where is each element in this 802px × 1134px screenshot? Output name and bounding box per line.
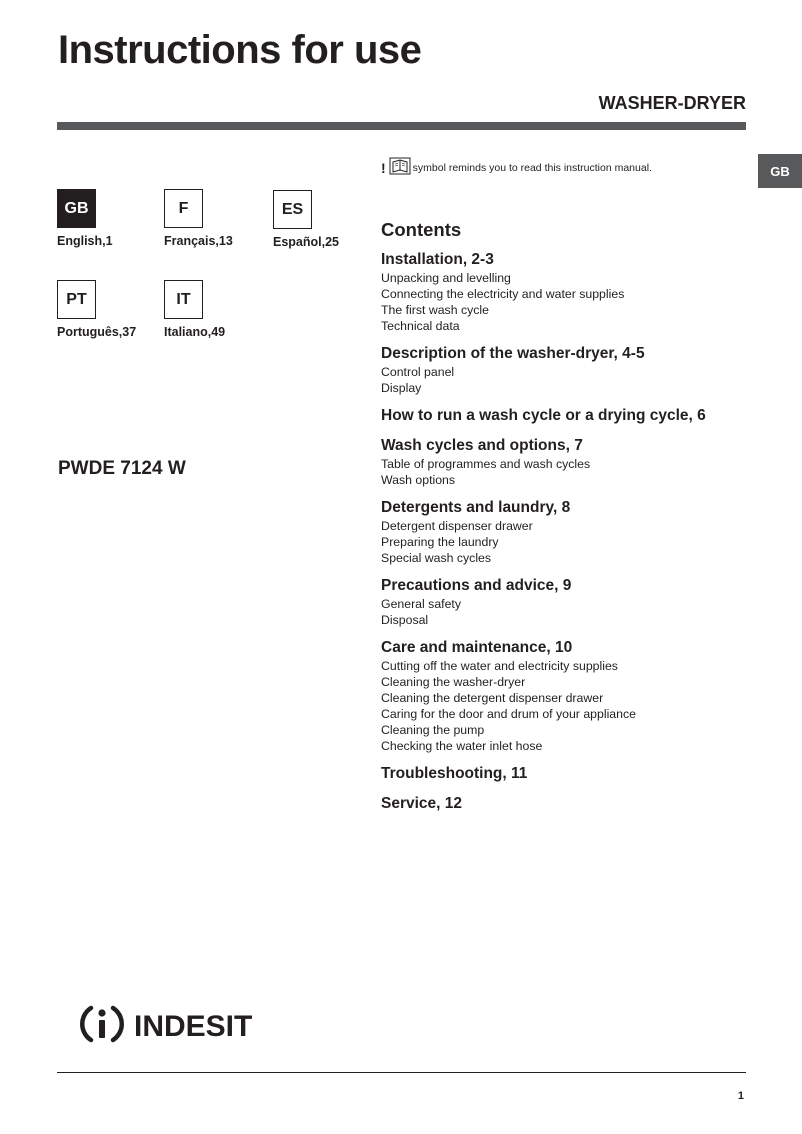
indesit-logo-icon <box>78 1000 126 1053</box>
manual-note <box>381 157 652 178</box>
manual-book-icon <box>389 157 411 178</box>
brand-name: INDESIT <box>134 1009 253 1043</box>
language-code: GB <box>57 189 96 228</box>
language-label: Português,37 <box>57 325 137 339</box>
toc-item: Special wash cycles <box>381 551 492 565</box>
model-number: PWDE 7124 W <box>58 458 186 479</box>
language-es[interactable] <box>273 190 339 249</box>
toc-section <box>381 794 753 814</box>
header-divider <box>57 122 746 130</box>
table-of-contents <box>381 218 753 824</box>
toc-section <box>381 576 753 628</box>
toc-section-title[interactable]: Description of the washer-dryer, 4-5 <box>381 345 645 362</box>
manual-note-text: symbol reminds you to read this instruction manual. <box>412 161 652 174</box>
toc-section-title[interactable]: Installation, 2-3 <box>381 251 494 268</box>
toc-item: Wash options <box>381 473 456 487</box>
toc-item: Unpacking and levelling <box>381 271 511 285</box>
language-gb[interactable] <box>57 189 113 248</box>
toc-section-title[interactable]: Troubleshooting, 11 <box>381 765 528 782</box>
toc-item: Display <box>381 381 422 395</box>
toc-item: Cutting off the water and electricity supplies <box>381 659 618 673</box>
language-code: ES <box>273 190 312 229</box>
toc-section <box>381 764 753 784</box>
toc-section-title[interactable]: Care and maintenance, 10 <box>381 639 573 656</box>
toc-item: Control panel <box>381 365 455 379</box>
language-f[interactable] <box>164 189 233 248</box>
toc-section-title[interactable]: Wash cycles and options, 7 <box>381 437 583 454</box>
toc-item: Caring for the door and drum of your appliance <box>381 707 636 721</box>
toc-item: Checking the water inlet hose <box>381 739 543 753</box>
toc-section-title[interactable]: How to run a wash cycle or a drying cycle, 6 <box>381 407 706 424</box>
toc-section-title[interactable]: Detergents and laundry, 8 <box>381 499 571 516</box>
contents-heading: Contents <box>381 219 462 240</box>
language-label: English,1 <box>57 234 113 248</box>
language-code: PT <box>57 280 96 319</box>
footer-divider <box>57 1072 746 1073</box>
warning-mark: ! <box>381 159 386 176</box>
language-side-tab: GB <box>758 154 802 188</box>
toc-item: The first wash cycle <box>381 303 489 317</box>
toc-section <box>381 250 753 334</box>
toc-item: Detergent dispenser drawer <box>381 519 533 533</box>
product-type: WASHER-DRYER <box>598 93 746 113</box>
toc-section <box>381 344 753 396</box>
toc-section <box>381 406 753 426</box>
toc-item: Technical data <box>381 319 460 333</box>
toc-section-title[interactable]: Precautions and advice, 9 <box>381 577 572 594</box>
page-title: Instructions for use <box>58 28 422 72</box>
toc-section <box>381 436 753 488</box>
language-it[interactable] <box>164 280 225 339</box>
toc-item: General safety <box>381 597 461 611</box>
toc-item: Cleaning the detergent dispenser drawer <box>381 691 604 705</box>
toc-item: Preparing the laundry <box>381 535 499 549</box>
language-pt[interactable] <box>57 280 136 339</box>
toc-item: Cleaning the washer-dryer <box>381 675 526 689</box>
page-number: 1 <box>737 1090 744 1102</box>
toc-item: Table of programmes and wash cycles <box>381 457 591 471</box>
language-label: Français,13 <box>164 234 233 248</box>
toc-section-title[interactable]: Service, 12 <box>381 795 463 812</box>
language-label: Español,25 <box>273 235 339 249</box>
language-code: IT <box>164 280 203 319</box>
toc-item: Cleaning the pump <box>381 723 485 737</box>
toc-section <box>381 638 753 754</box>
language-code: F <box>164 189 203 228</box>
brand-logo <box>78 1000 252 1053</box>
toc-item: Disposal <box>381 613 429 627</box>
toc-section <box>381 498 753 566</box>
language-label: Italiano,49 <box>164 325 226 339</box>
toc-item: Connecting the electricity and water supplies <box>381 287 625 301</box>
